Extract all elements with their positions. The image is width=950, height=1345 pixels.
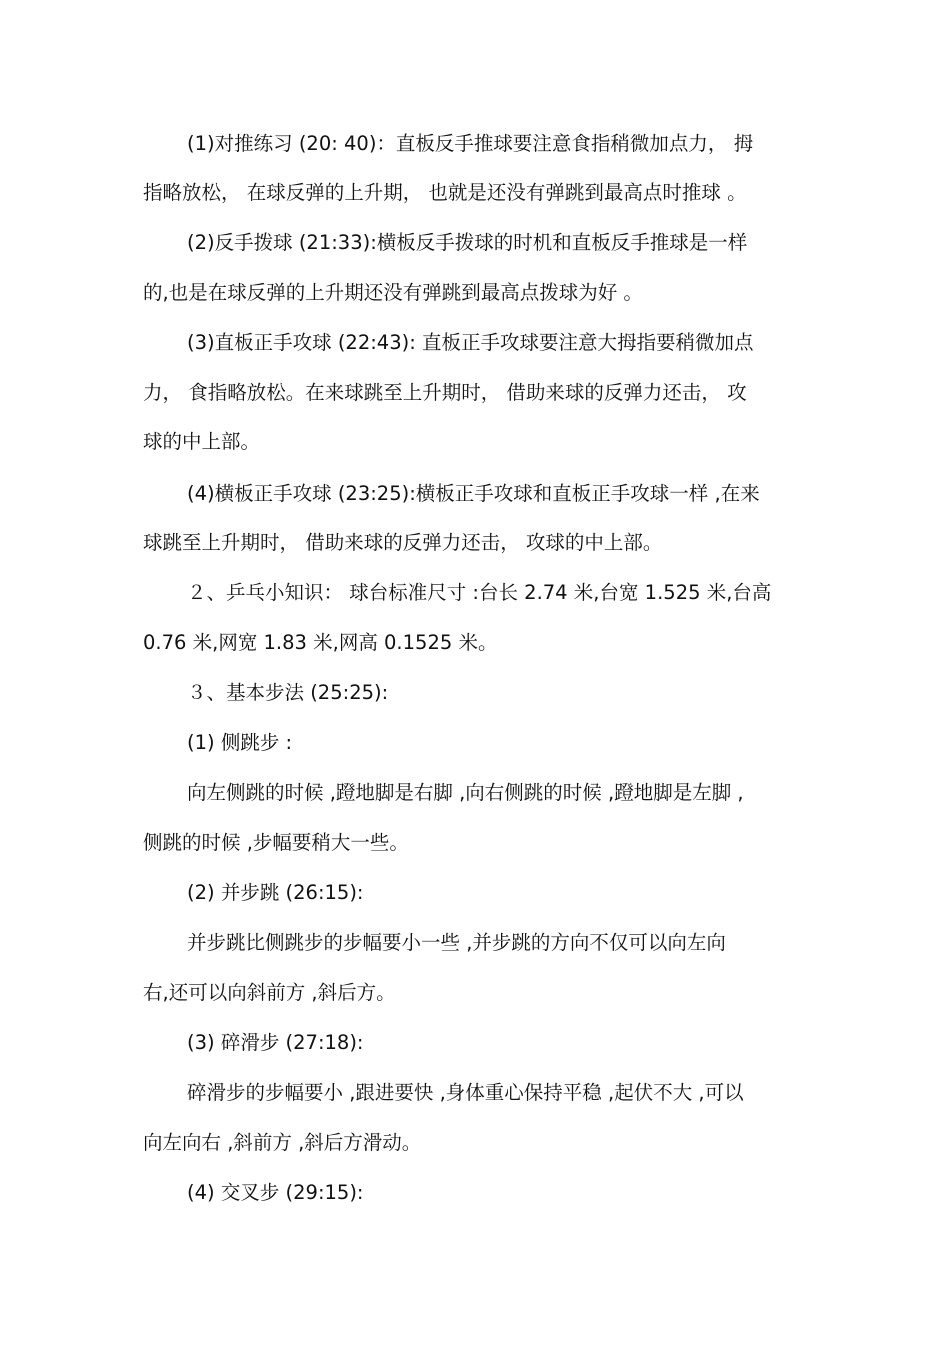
text-line: 球的中上部。 — [143, 430, 261, 453]
text-line: 碎滑步的步幅要小 ,跟进要快 ,身体重心保持平稳 ,起伏不大 ,可以 — [187, 1081, 744, 1104]
text-line: (4)横板正手攻球 (23:25):横板正手攻球和直板正手攻球一样 ,在来 — [187, 482, 760, 505]
text-line: (2)反手拨球 (21:33):横板反手拨球的时机和直板反手推球是一样 — [187, 231, 748, 254]
text-line: 向左侧跳的时候 ,蹬地脚是右脚 ,向右侧跳的时候 ,蹬地脚是左脚 , — [187, 781, 744, 804]
text-line: 球跳至上升期时， 借助来球的反弹力还击， 攻球的中上部。 — [143, 531, 663, 554]
text-line: (2) 并步跳 (26:15): — [187, 881, 364, 904]
text-line: (3) 碎滑步 (27:18): — [187, 1031, 364, 1054]
text-line: 向左向右 ,斜前方 ,斜后方滑动。 — [143, 1131, 422, 1154]
text-line: 0.76 米,网宽 1.83 米,网高 0.1525 米。 — [143, 631, 498, 654]
text-line: (4) 交叉步 (29:15): — [187, 1181, 364, 1204]
text-line: 侧跳的时候 ,步幅要稍大一些。 — [143, 831, 409, 854]
text-line: 指略放松， 在球反弹的上升期， 也就是还没有弹跳到最高点时推球 。 — [143, 181, 747, 204]
text-line: 右,还可以向斜前方 ,斜后方。 — [143, 981, 396, 1004]
text-line: ２、乒乓小知识： 球台标准尺寸 :台长 2.74 米,台宽 1.525 米,台高 — [187, 581, 772, 604]
text-line: 并步跳比侧跳步的步幅要小一些 ,并步跳的方向不仅可以向左向 — [187, 931, 726, 954]
text-line: 力， 食指略放松。在来球跳至上升期时， 借助来球的反弹力还击， 攻 — [143, 381, 747, 404]
text-line: (3)直板正手攻球 (22:43): 直板正手攻球要注意大拇指要稍微加点 — [187, 331, 754, 354]
text-line: (1) 侧跳步 : — [187, 731, 293, 754]
text-line: (1)对推练习 (20: 40)：直板反手推球要注意食指稍微加点力， 拇 — [187, 132, 754, 155]
text-line: 的,也是在球反弹的上升期还没有弹跳到最高点拨球为好 。 — [143, 281, 643, 304]
text-line: ３、基本步法 (25:25): — [187, 681, 389, 704]
